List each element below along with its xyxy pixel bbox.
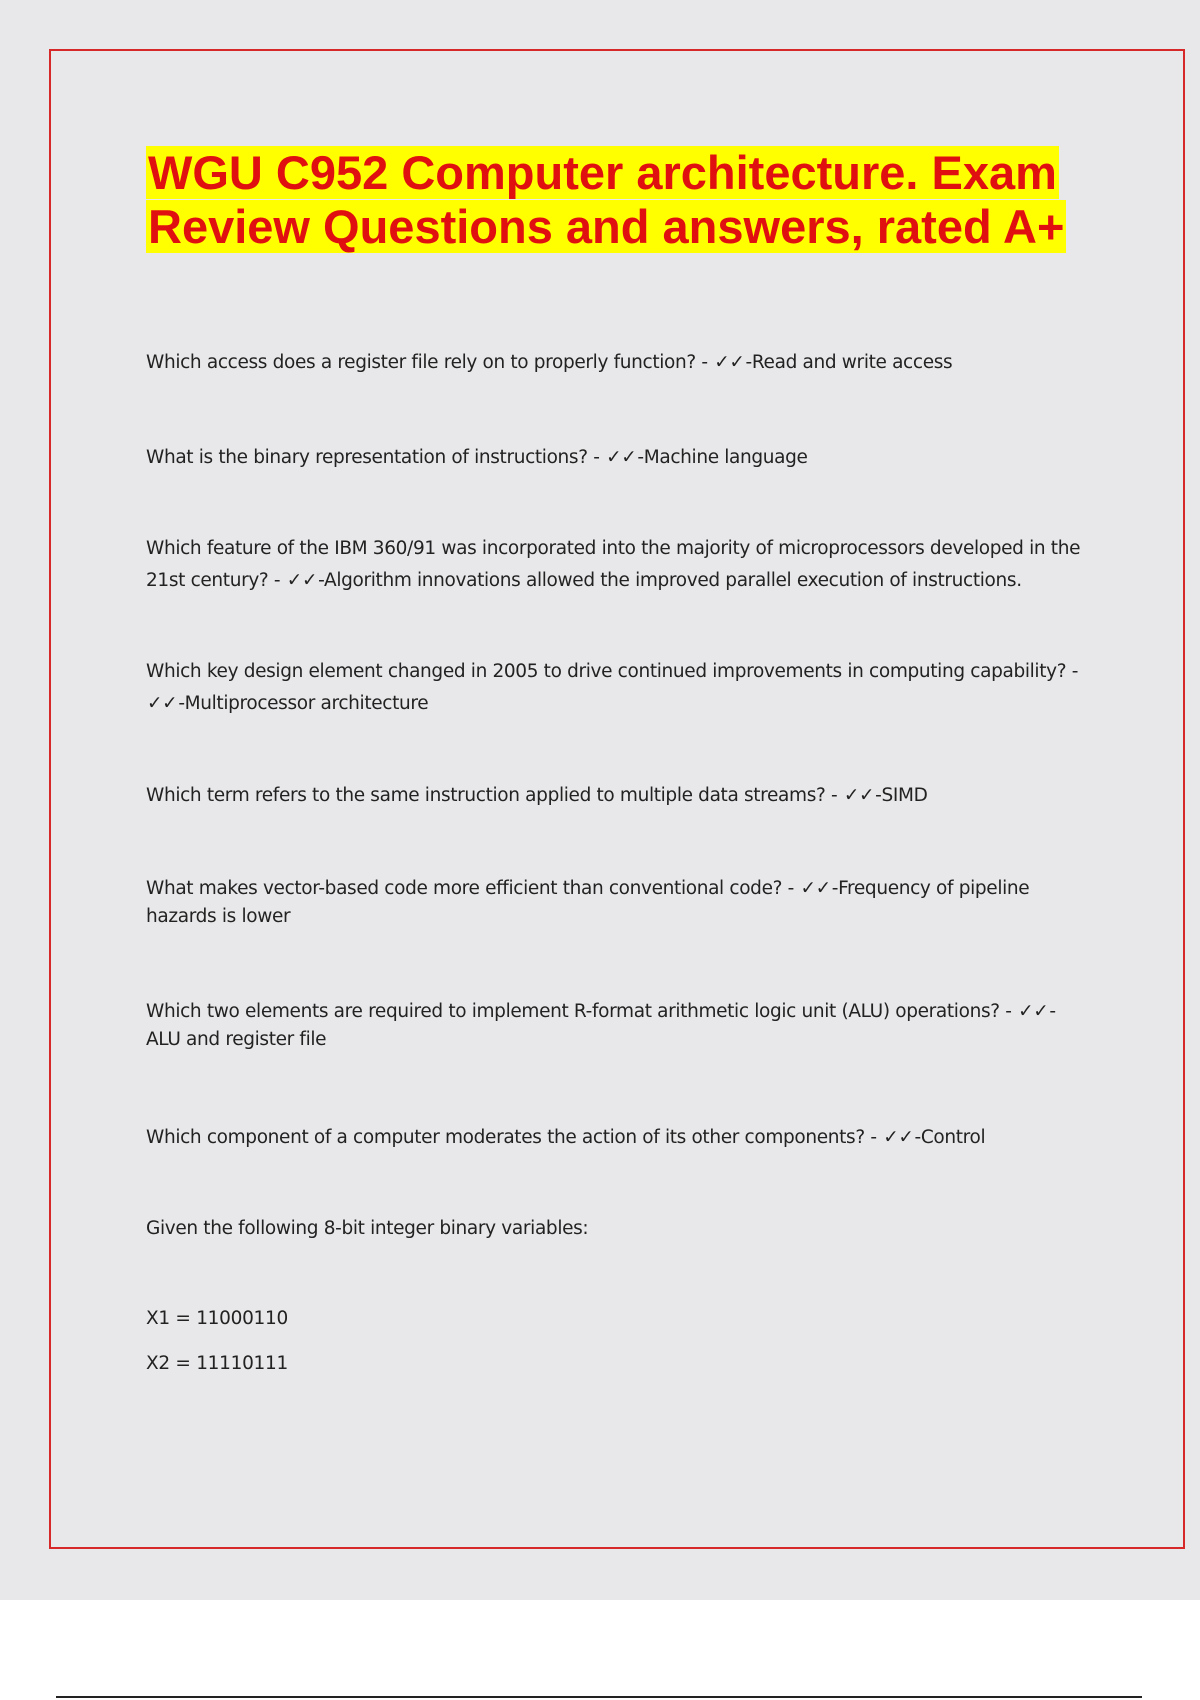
check-mark-icon: ✓✓ bbox=[286, 570, 318, 591]
qa-item: What makes vector-based code more efficient than conventional code? - ✓✓-Frequency of pipeline hazards is lower bbox=[146, 878, 1030, 927]
answer-text: SIMD bbox=[881, 785, 928, 806]
variable-x1: X1 = 11000110 bbox=[146, 1308, 288, 1329]
qa-item: Which feature of the IBM 360/91 was incorporated into the majority of microprocessors developed in the 21st century? - ✓✓-Algorithm innovations allowed the improved parallel execution of instructions. bbox=[146, 538, 1081, 591]
question-text: What is the binary representation of instructions? bbox=[146, 447, 588, 468]
check-mark-icon: ✓✓ bbox=[147, 693, 178, 714]
qa-item: What is the binary representation of instructions? - ✓✓-Machine language bbox=[146, 447, 808, 468]
answer-text: Frequency of pipeline hazards is lower bbox=[146, 878, 1030, 927]
qa-item: Which access does a register file rely on to properly function? - ✓✓-Read and write access bbox=[146, 352, 953, 373]
check-mark-icon: ✓✓ bbox=[843, 785, 875, 806]
question-text: Which term refers to the same instruction applied to multiple data streams? bbox=[146, 785, 826, 806]
qa-item: Which term refers to the same instruction applied to multiple data streams? - ✓✓-SIMD bbox=[146, 785, 928, 806]
variable-x2: X2 = 11110111 bbox=[146, 1353, 288, 1374]
document-title bbox=[146, 146, 1086, 254]
check-mark-icon: ✓✓ bbox=[714, 352, 745, 373]
question-text: What makes vector-based code more efficient than conventional code? bbox=[146, 878, 783, 899]
answer-text: ALU and register file bbox=[146, 1029, 327, 1050]
qa-item: Which component of a computer moderates the action of its other components? - ✓✓-Control bbox=[146, 1127, 986, 1148]
document-title-text: WGU C952 Computer architecture. Exam Review Questions and answers, rated A+ bbox=[148, 146, 1065, 253]
footer-divider bbox=[56, 1696, 1142, 1698]
answer-text: Machine language bbox=[643, 447, 808, 468]
answer-text: Multiprocessor architecture bbox=[184, 693, 429, 714]
qa-item: Which two elements are required to implement R-format arithmetic logic unit (ALU) operations? - ✓✓-ALU and register file bbox=[146, 1001, 1056, 1050]
question-text: Which feature of the IBM 360/91 was incorporated into the majority of microprocessors developed in the 21st century? bbox=[146, 538, 1081, 591]
question-text: Which access does a register file rely on to properly function? bbox=[146, 352, 696, 373]
question-text: Which component of a computer moderates the action of its other components? bbox=[146, 1127, 865, 1148]
answer-text: Algorithm innovations allowed the improved parallel execution of instructions. bbox=[324, 570, 1022, 591]
check-mark-icon: ✓✓ bbox=[800, 878, 831, 899]
check-mark-icon: ✓✓ bbox=[1018, 1001, 1049, 1022]
given-statement: Given the following 8-bit integer binary variables: bbox=[146, 1218, 589, 1239]
answer-text: Control bbox=[920, 1127, 986, 1148]
answer-text: Read and write access bbox=[751, 352, 953, 373]
check-mark-icon: ✓✓ bbox=[606, 447, 637, 468]
question-text: Which key design element changed in 2005 to drive continued improvements in computing capability? bbox=[146, 661, 1067, 682]
check-mark-icon: ✓✓ bbox=[883, 1127, 914, 1148]
qa-item: Which key design element changed in 2005 to drive continued improvements in computing capability? - ✓✓-Multiprocessor architecture bbox=[146, 661, 1079, 714]
question-text: Which two elements are required to implement R-format arithmetic logic unit (ALU) operations? bbox=[146, 1001, 1000, 1022]
